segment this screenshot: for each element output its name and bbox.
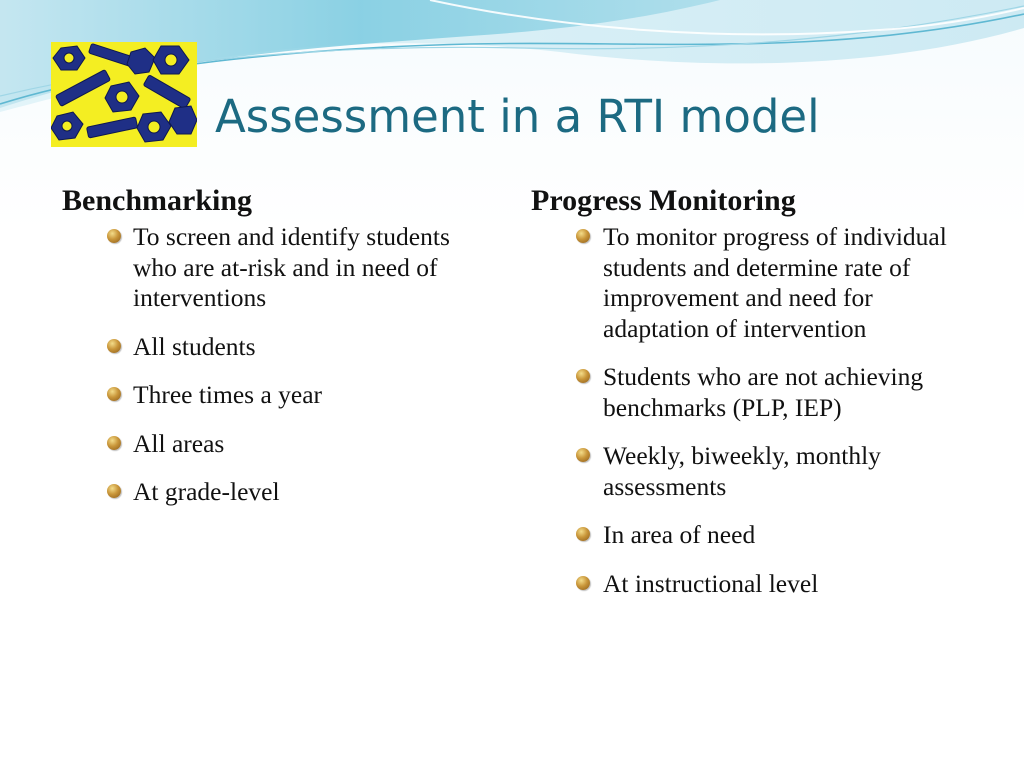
bullet-icon xyxy=(107,229,121,243)
benchmarking-list xyxy=(62,222,482,508)
list-item-text: All areas xyxy=(133,428,225,458)
slide-title: Assessment in a RTI model xyxy=(215,90,820,143)
nuts-and-bolts-icon xyxy=(51,42,197,147)
bullet-icon xyxy=(576,576,590,590)
benchmarking-heading: Benchmarking xyxy=(62,184,253,217)
bullet-icon xyxy=(576,229,590,243)
list-item xyxy=(531,441,956,502)
list-item xyxy=(62,429,482,460)
list-item xyxy=(531,520,956,551)
progress-monitoring-heading: Progress Monitoring xyxy=(531,184,796,217)
list-item xyxy=(531,569,956,600)
bullet-icon xyxy=(107,387,121,401)
bullet-icon xyxy=(576,527,590,541)
list-item-text: Weekly, biweekly, monthly assessments xyxy=(603,441,881,501)
list-item xyxy=(531,362,956,423)
list-item xyxy=(62,222,482,314)
list-item xyxy=(531,222,956,344)
list-item-text: To screen and identify students who are at-risk and in need of interventions xyxy=(133,222,450,312)
bullet-icon xyxy=(107,339,121,353)
bullet-icon xyxy=(576,448,590,462)
progress-monitoring-column xyxy=(531,180,956,617)
list-item-text: To monitor progress of individual students and determine rate of improvement and need for adaptation of intervention xyxy=(603,222,947,343)
list-item-text: All students xyxy=(133,331,256,361)
list-item-text: Three times a year xyxy=(133,380,323,409)
list-item-text: In area of need xyxy=(603,520,756,549)
list-item xyxy=(62,477,482,508)
list-item-text: Students who are not achieving benchmarks (PLP, IEP) xyxy=(603,362,924,422)
list-item-text: At instructional level xyxy=(603,568,819,598)
bullet-icon xyxy=(107,484,121,498)
list-item xyxy=(62,380,482,411)
bullet-icon xyxy=(576,369,590,383)
list-item-text: At grade-level xyxy=(133,477,280,506)
progress-monitoring-list xyxy=(531,222,956,599)
benchmarking-column xyxy=(62,180,482,526)
bullet-icon xyxy=(107,436,121,450)
list-item xyxy=(62,332,482,363)
